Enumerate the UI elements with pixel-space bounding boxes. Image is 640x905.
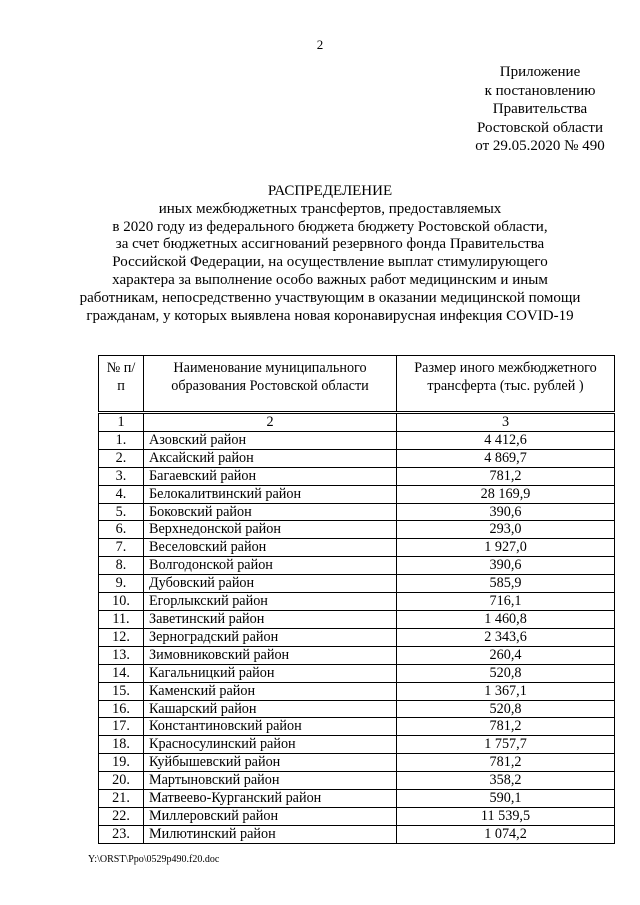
row-amount: 11 539,5 — [397, 807, 615, 825]
table-row — [99, 825, 615, 843]
table-row — [99, 664, 615, 682]
title-line: работникам, непосредственно участвующим в оказании медицинской помощи — [79, 289, 581, 306]
table-row — [99, 700, 615, 718]
row-number: 21. — [99, 790, 144, 808]
row-municipality: Кашарский район — [144, 700, 397, 718]
row-municipality: Милютинский район — [144, 825, 397, 843]
row-amount: 4 412,6 — [397, 431, 615, 449]
row-amount: 1 757,7 — [397, 736, 615, 754]
row-number: 17. — [99, 718, 144, 736]
page-number: 2 — [316, 37, 324, 52]
appendix-line: Приложение — [499, 64, 581, 80]
title-heading: РАСПРЕДЕЛЕНИЕ — [267, 183, 393, 199]
title-line: за счет бюджетных ассигнований резервного фонда Правительства — [115, 236, 545, 253]
table-row — [99, 718, 615, 736]
table-row — [99, 521, 615, 539]
table-row — [99, 682, 615, 700]
title-line: в 2020 году из федерального бюджета бюджету Ростовской области, — [112, 218, 548, 235]
row-municipality: Зерноградский район — [144, 628, 397, 646]
row-amount: 1 074,2 — [397, 825, 615, 843]
row-amount: 1 927,0 — [397, 539, 615, 557]
row-amount: 1 460,8 — [397, 610, 615, 628]
row-amount: 390,6 — [397, 557, 615, 575]
document-title — [70, 183, 590, 325]
row-municipality: Волгодонской район — [144, 557, 397, 575]
row-municipality: Мартыновский район — [144, 772, 397, 790]
table-row — [99, 449, 615, 467]
appendix-block — [440, 63, 640, 156]
row-amount: 716,1 — [397, 593, 615, 611]
row-municipality: Константиновский район — [144, 718, 397, 736]
table-row — [99, 431, 615, 449]
row-municipality: Зимовниковский район — [144, 646, 397, 664]
row-amount: 293,0 — [397, 521, 615, 539]
row-number: 4. — [99, 485, 144, 503]
row-number: 13. — [99, 646, 144, 664]
row-municipality: Верхнедонской район — [144, 521, 397, 539]
row-amount: 390,6 — [397, 503, 615, 521]
row-municipality: Егорлыкский район — [144, 593, 397, 611]
header-num: № п/п — [99, 356, 144, 413]
row-municipality: Кагальницкий район — [144, 664, 397, 682]
row-municipality: Веселовский район — [144, 539, 397, 557]
table-row — [99, 503, 615, 521]
row-municipality: Аксайский район — [144, 449, 397, 467]
row-amount: 1 367,1 — [397, 682, 615, 700]
title-line: характера за выполнение особо важных работ медицинским и иным — [112, 271, 548, 288]
row-municipality: Заветинский район — [144, 610, 397, 628]
table-row — [99, 557, 615, 575]
table-row — [99, 807, 615, 825]
table-row — [99, 575, 615, 593]
appendix-line: от 29.05.2020 № 490 — [475, 138, 605, 154]
row-amount: 28 169,9 — [397, 485, 615, 503]
appendix-line: Ростовской области — [477, 119, 603, 136]
row-municipality: Красносулинский район — [144, 736, 397, 754]
file-path: Y:\ORST\Ppo\0529p490.f20.doc — [88, 854, 220, 865]
title-line: гражданам, у которых выявлена новая коронавирусная инфекция COVID-19 — [86, 307, 574, 324]
row-municipality: Багаевский район — [144, 467, 397, 485]
row-number: 20. — [99, 772, 144, 790]
row-number: 2. — [99, 449, 144, 467]
column-index-cell: 3 — [397, 413, 615, 432]
appendix-line: Правительства — [492, 101, 588, 117]
table-row — [99, 772, 615, 790]
column-index-cell: 2 — [144, 413, 397, 432]
table-row — [99, 485, 615, 503]
table-header-row — [99, 356, 615, 413]
appendix-line: к постановлению — [484, 82, 596, 99]
column-index-cell: 1 — [99, 413, 144, 432]
row-number: 19. — [99, 754, 144, 772]
table-row — [99, 467, 615, 485]
row-amount: 585,9 — [397, 575, 615, 593]
row-municipality: Азовский район — [144, 431, 397, 449]
row-amount: 590,1 — [397, 790, 615, 808]
row-amount: 781,2 — [397, 718, 615, 736]
table-row — [99, 593, 615, 611]
row-number: 11. — [99, 610, 144, 628]
table-body — [99, 413, 615, 844]
row-municipality: Каменский район — [144, 682, 397, 700]
row-amount: 358,2 — [397, 772, 615, 790]
header-name: Наименование муниципального образования Ростовской области — [144, 356, 397, 413]
row-municipality: Куйбышевский район — [144, 754, 397, 772]
row-amount: 520,8 — [397, 700, 615, 718]
table-row — [99, 790, 615, 808]
title-line: иных межбюджетных трансфертов, предоставляемых — [158, 200, 502, 217]
row-municipality: Белокалитвинский район — [144, 485, 397, 503]
title-line: Российской Федерации, на осуществление выплат стимулирующего — [112, 254, 548, 271]
table-row — [99, 736, 615, 754]
table-row — [99, 610, 615, 628]
row-number: 10. — [99, 593, 144, 611]
row-amount: 2 343,6 — [397, 628, 615, 646]
row-number: 1. — [99, 431, 144, 449]
row-amount: 781,2 — [397, 467, 615, 485]
row-number: 22. — [99, 807, 144, 825]
row-number: 8. — [99, 557, 144, 575]
distribution-table — [98, 355, 615, 844]
row-amount: 520,8 — [397, 664, 615, 682]
row-number: 16. — [99, 700, 144, 718]
header-value: Размер иного межбюджетного трансферта (тыс. рублей ) — [397, 356, 615, 413]
row-municipality: Миллеровский район — [144, 807, 397, 825]
row-number: 7. — [99, 539, 144, 557]
row-number: 6. — [99, 521, 144, 539]
column-index-row — [99, 413, 615, 432]
row-municipality: Боковский район — [144, 503, 397, 521]
row-amount: 260,4 — [397, 646, 615, 664]
row-municipality: Матвеево-Курганский район — [144, 790, 397, 808]
row-number: 23. — [99, 825, 144, 843]
row-number: 9. — [99, 575, 144, 593]
table-row — [99, 646, 615, 664]
row-number: 5. — [99, 503, 144, 521]
row-number: 15. — [99, 682, 144, 700]
table-row — [99, 539, 615, 557]
row-amount: 781,2 — [397, 754, 615, 772]
row-number: 12. — [99, 628, 144, 646]
row-municipality: Дубовский район — [144, 575, 397, 593]
row-number: 3. — [99, 467, 144, 485]
table-row — [99, 628, 615, 646]
row-amount: 4 869,7 — [397, 449, 615, 467]
row-number: 18. — [99, 736, 144, 754]
table-row — [99, 754, 615, 772]
row-number: 14. — [99, 664, 144, 682]
